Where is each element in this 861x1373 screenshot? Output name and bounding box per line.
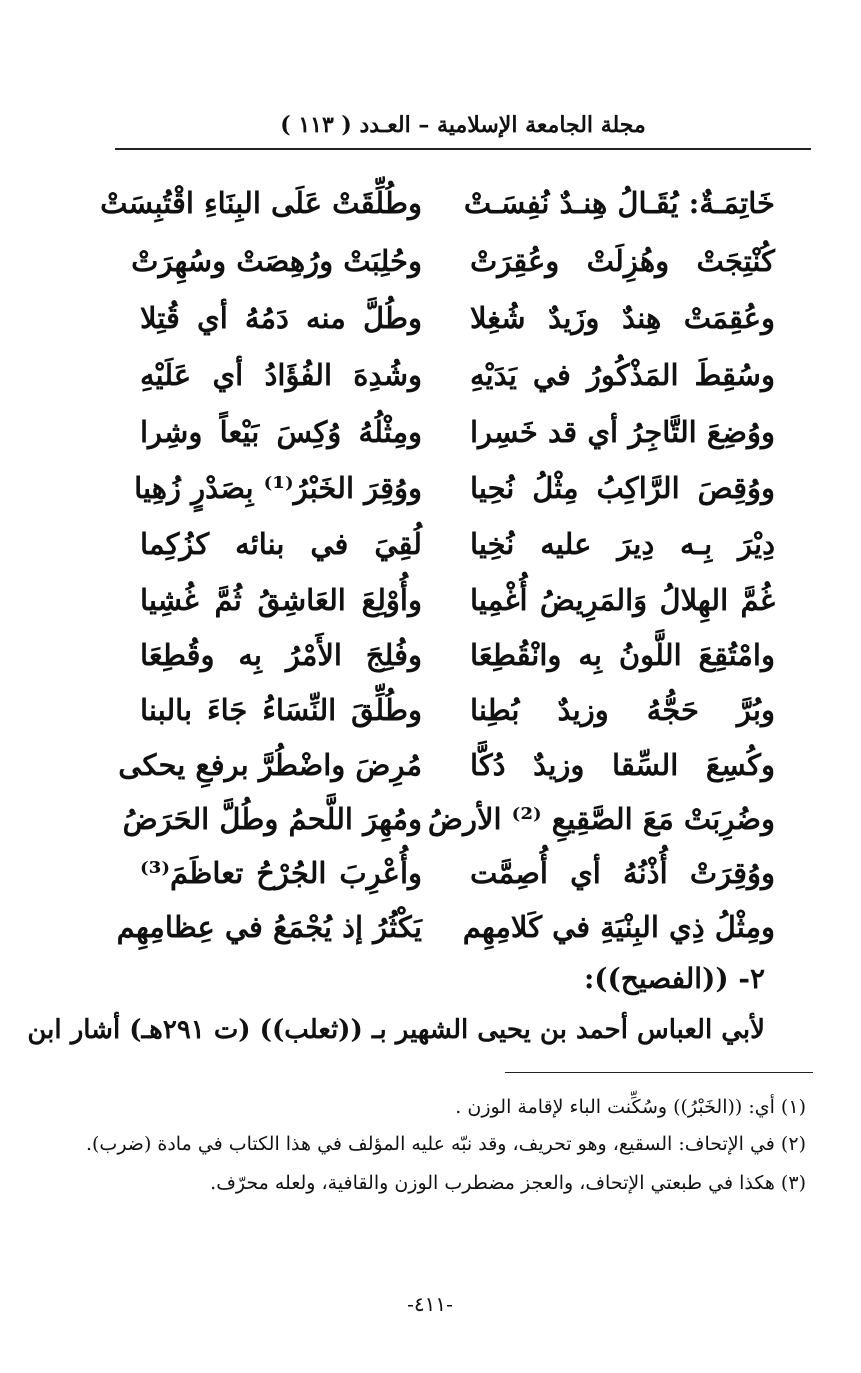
poem-line-6-first-hemistich: ووُقِصَ الرَّاكِبُ مِثْلُ نُحِيا (470, 471, 775, 505)
poem-line-5-second-hemistich: ومِثْلُهُ وُكِسَ بَيْعاً وشِرا (140, 415, 422, 449)
poem-line-4-second-hemistich: وشُدِهَ الفُؤَادُ أي عَلَيْهِ (140, 358, 422, 392)
poem-line-9-second-hemistich: وفُلِجَ الأَمْرُ بِه وقُطِعَا (140, 638, 422, 672)
poem-line-2-second-hemistich: وحُلِبَتْ ورُهِصَتْ وسُهِرَتْ (131, 244, 422, 278)
section-heading: ٢- ((الفصيح)): (583, 962, 765, 995)
running-header: مجلة الجامعة الإسلامية – العـدد ( ١١٣ ) (280, 112, 646, 138)
footnote-1: (١) أي: ((الخَبْرُ)) وسُكِّنت الباء لإقامة الوزن . (455, 1096, 806, 1118)
poem-line-3-second-hemistich: وطُلَّ منه دَمُهُ أي قُتِلا (140, 301, 422, 335)
poem-line-6-second-hemistich: ووُقِرَ الخَبْرُ⁽¹⁾ بِصَدْرٍ زُهِيا (134, 471, 422, 505)
poem-line-13-second-hemistich: وأُعْرِبَ الجُرْحُ تعاظَمَ⁽³⁾ (140, 856, 422, 890)
poem-line-14-first-hemistich: ومِثْلُ ذِي البِنْيَةِ في كَلامِهِم (462, 910, 775, 944)
poem-line-4-first-hemistich: وسُقِطَ المَذْكُورُ في يَدَيْهِ (470, 358, 775, 392)
poem-line-13-first-hemistich: ووُقِرَتْ أُذْنُهُ أي أُصِمَّت (470, 856, 775, 890)
poem-line-12-second-hemistich: ومُهِرَ اللَّحمُ وطُلَّ الحَرَضُ (122, 802, 422, 836)
poem-line-9-first-hemistich: وامْتُقِعَ اللَّونُ بِه وانْقُطِعَا (470, 638, 775, 672)
page-number: -٤١١- (407, 1292, 453, 1316)
poem-line-8-second-hemistich: وأُوْلِعَ العَاشِقُ ثُمَّ غُشِيا (140, 583, 422, 617)
body-text-line: لأبي العباس أحمد بن يحيى الشهير بـ ((ثعلب)) (ت ٢٩١هـ) أشار ابن (27, 1015, 765, 1045)
footnote-2: (٢) في الإتحاف: السقيع، وهو تحريف، وقد نبّه عليه المؤلف في هذا الكتاب في مادة (ضرب). (85, 1133, 806, 1155)
poem-line-7-second-hemistich: لُقِيَ في بنائه كزُكِما (140, 527, 422, 561)
poem-line-10-second-hemistich: وطُلِّقَ النِّسَاءُ جَاءَ بالبنا (140, 693, 422, 727)
poem-line-11-second-hemistich: مُرِضَ واضْطُرَّ برفعِ يحكى (118, 748, 422, 782)
header-rule (115, 148, 811, 150)
poem-line-3-first-hemistich: وعُقِمَتْ هِندٌ وزَيدٌ شُغِلا (470, 301, 775, 335)
poem-line-14-second-hemistich: يَكْثُرُ إذ يُجْمَعُ في عِظامِهِم (116, 910, 422, 944)
poem-line-8-first-hemistich: غُمَّ الهِلالُ وَالمَرِيضُ أُغْمِيا (470, 583, 775, 617)
footnote-rule (505, 1072, 813, 1073)
poem-line-7-first-hemistich: دِيْرَ بِـه دِيرَ عليه نُخِيا (470, 527, 775, 561)
poem-line-10-first-hemistich: وبُرَّ حَجُّهُ وزيدٌ بُطِنا (470, 693, 775, 727)
poem-line-2-first-hemistich: كُنْتِجَتْ وهُزِلَتْ وعُقِرَتْ (470, 244, 775, 278)
poem-line-12-first-hemistich: وضُرِبَتْ مَعَ الصَّقِيعِ ⁽²⁾ الأرضُ (427, 802, 775, 836)
poem-line-1-second-hemistich: وطُلِّقَتْ عَلَى البِنَاءِ اقْتُبِسَتْ (100, 186, 422, 220)
footnote-3: (٣) هكذا في طبعتي الإتحاف، والعجز مضطرب الوزن والقافية، ولعله محرّف. (210, 1172, 806, 1194)
poem-line-1-first-hemistich: خَاتِمَـةٌ: يُقَـالُ هِنـدٌ نُفِسَـتْ (463, 186, 775, 220)
poem-line-11-first-hemistich: وكُسِعَ السِّقا وزيدٌ دُكَّا (470, 748, 775, 782)
poem-line-5-first-hemistich: ووُضِعَ التَّاجِرُ أي قد خَسِرا (470, 415, 775, 449)
